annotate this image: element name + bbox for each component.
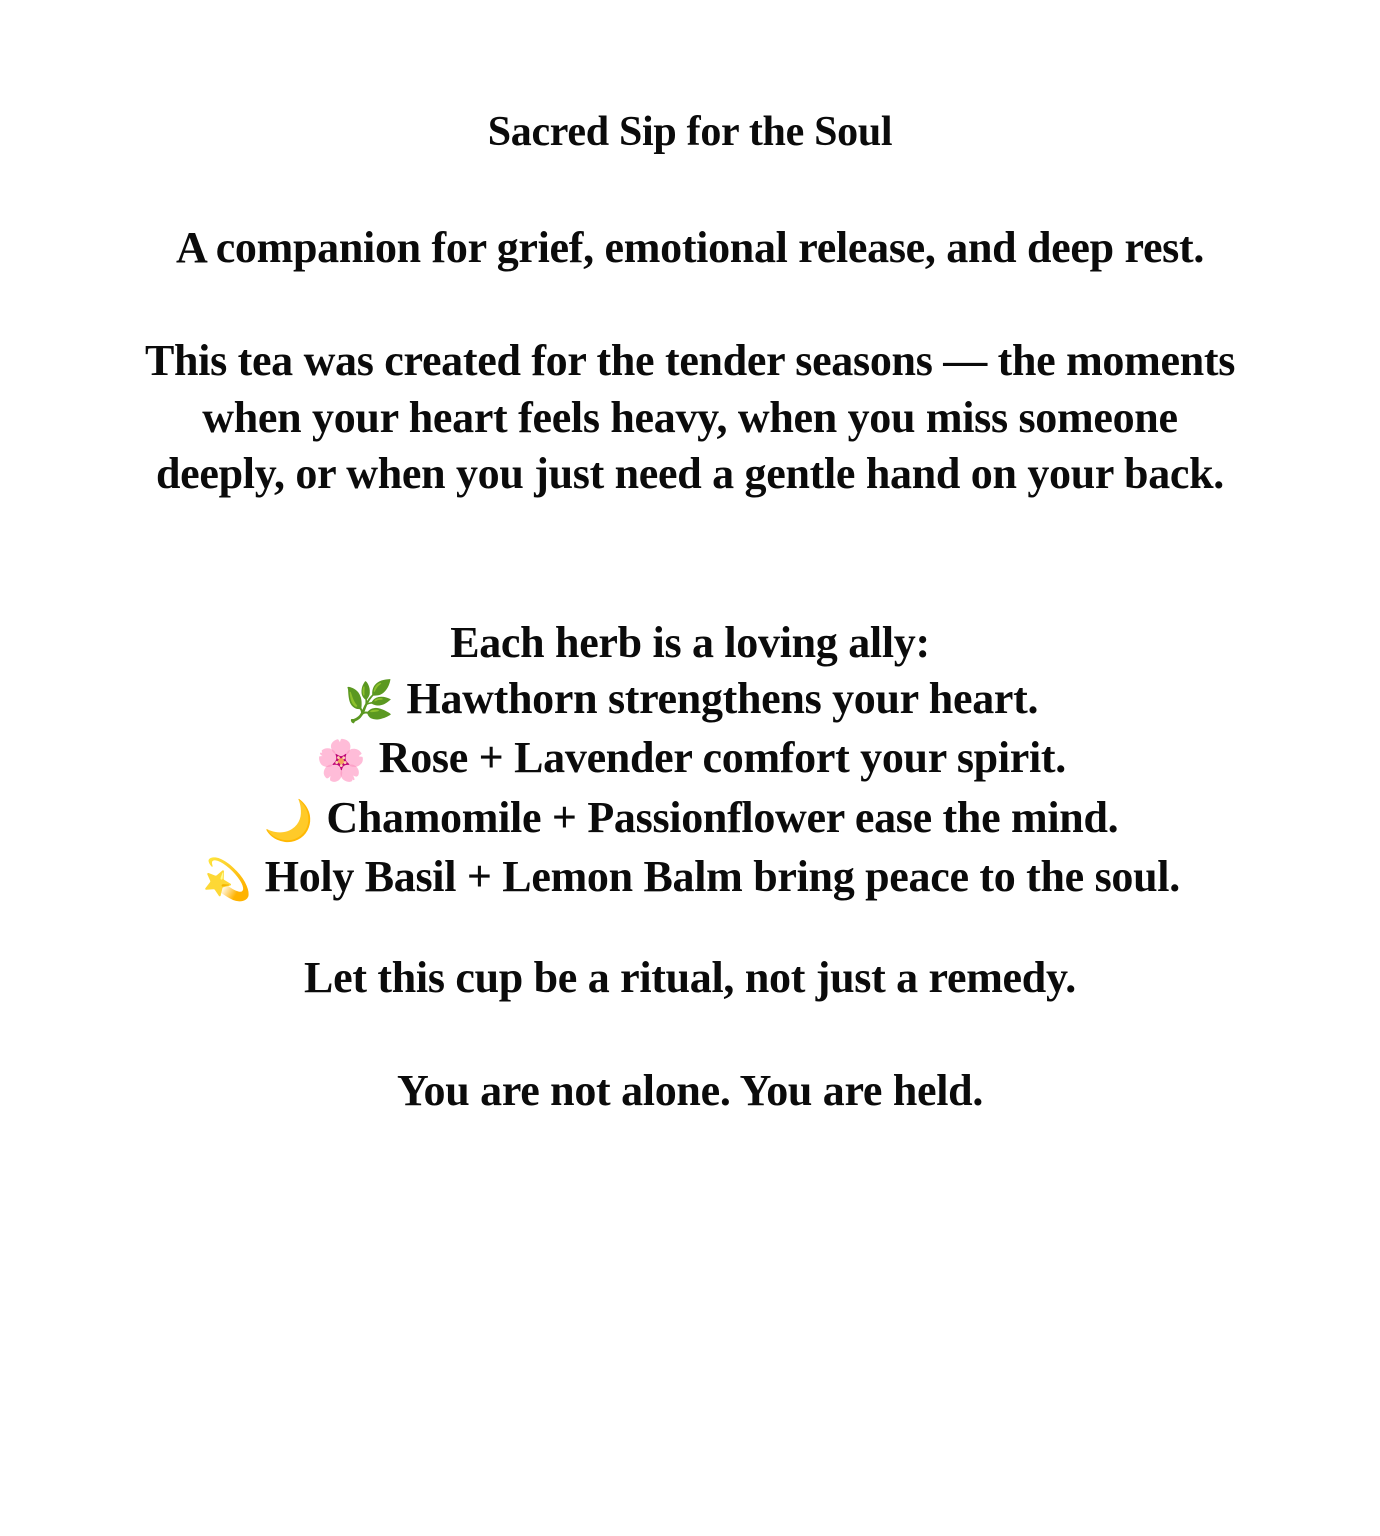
cherry-blossom-icon: 🌸 xyxy=(316,738,366,785)
herb-item-text: Hawthorn strengthens your heart. xyxy=(406,674,1039,724)
herb-item xyxy=(0,671,1380,730)
herb-item-text: Rose + Lavender comfort your spirit. xyxy=(378,733,1066,783)
crescent-moon-icon: 🌙 xyxy=(263,797,314,844)
herb-leaf-icon: 🌿 xyxy=(344,679,394,726)
dizzy-star-icon: 💫 xyxy=(202,856,252,903)
herb-item xyxy=(0,730,1380,789)
closing-line: You are not alone. You are held. xyxy=(396,1066,984,1115)
herbs-heading: Each herb is a loving ally: xyxy=(450,618,930,667)
intro-paragraph: This tea was created for the tender seasons — the moments when your heart feels heavy, when you miss someone deeply, or when you just need a gentle hand on your back. xyxy=(144,336,1236,498)
herb-item-text: Holy Basil + Lemon Balm bring peace to the soul. xyxy=(264,851,1180,901)
herb-item-text: Chamomile + Passionflower ease the mind. xyxy=(326,792,1119,842)
herb-item xyxy=(0,849,1380,908)
herb-item xyxy=(0,790,1380,849)
document-title: Sacred Sip for the Soul xyxy=(487,109,893,155)
herbs-list xyxy=(0,615,1380,908)
document-subtitle: A companion for grief, emotional release, and deep rest. xyxy=(175,223,1205,272)
ritual-line: Let this cup be a ritual, not just a remedy. xyxy=(304,953,1076,1002)
